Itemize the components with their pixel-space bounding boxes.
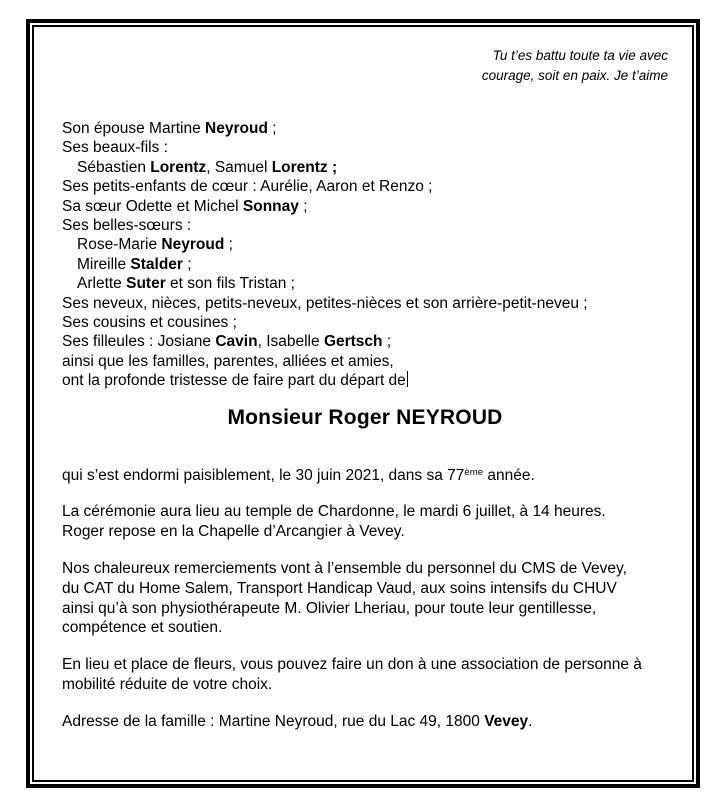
text-segment: ont la profonde tristesse de faire part du départ de — [62, 372, 406, 390]
text-segment: Arlette — [77, 275, 127, 293]
epitaph-quote — [62, 46, 668, 86]
text-cursor — [407, 371, 409, 387]
text-segment: Vevey — [484, 712, 529, 730]
text-segment: En lieu et place de fleurs, vous pouvez faire un don à une association de personne à — [62, 656, 642, 674]
card-inner-border — [32, 25, 694, 782]
text-line — [62, 466, 668, 486]
deceased-name-title: Monsieur Roger NEYROUD — [227, 405, 503, 429]
text-segment: année. — [483, 466, 535, 484]
text-segment: ; — [298, 197, 308, 215]
announcement-paragraphs — [62, 466, 668, 732]
epitaph-quote-line-1: Tu t’es battu toute ta vie avec — [492, 48, 668, 63]
text-line — [62, 522, 668, 542]
family-list — [62, 119, 668, 391]
epitaph-quote-line-2: courage, soit en paix. Je t’aime — [481, 68, 668, 83]
text-line — [62, 138, 668, 157]
text-segment: Rose-Marie — [77, 236, 162, 254]
text-segment: Ses belles-sœurs : — [62, 217, 192, 235]
text-segment: Nos chaleureux remerciements vont à l’ensemble du personnel du CMS de Vevey, — [62, 560, 627, 578]
text-segment: ; — [382, 333, 392, 351]
text-segment: Ses filleules : Josiane — [62, 333, 216, 351]
text-segment: ; — [182, 255, 192, 273]
text-segment: ainsi que les familles, parentes, alliées et amies, — [62, 352, 394, 370]
text-segment: Neyroud — [205, 120, 268, 137]
text-line — [62, 294, 668, 313]
text-segment: Mireille — [77, 255, 131, 273]
text-segment: , Samuel — [206, 158, 272, 176]
text-line — [62, 371, 668, 390]
text-line — [62, 313, 668, 332]
text-segment: Ses cousins et cousines ; — [62, 314, 237, 332]
text-segment: ; — [224, 236, 233, 254]
text-segment: La cérémonie aura lieu au temple de Chardonne, le mardi 6 juillet, à 14 heures. — [62, 503, 606, 521]
text-line — [62, 655, 668, 675]
text-line — [62, 352, 668, 371]
text-segment: mobilité réduite de votre choix. — [62, 676, 273, 694]
text-segment: ainsi qu’à son physiothérapeute M. Olivier Lheriau, pour toute leur gentillesse, — [62, 599, 597, 617]
paragraph — [62, 712, 668, 732]
text-line — [62, 158, 668, 177]
text-line — [62, 197, 668, 216]
text-segment: Gertsch — [323, 333, 383, 351]
text-segment: Cavin — [215, 333, 258, 351]
text-segment: qui s’est endormi paisiblement, le 30 juin 2021, dans sa 77 — [62, 466, 465, 484]
paragraph — [62, 502, 668, 542]
text-segment: Ses petits-enfants de cœur : Aurélie, Aaron et Renzo ; — [62, 178, 433, 196]
paragraph — [62, 466, 668, 486]
text-segment: Neyroud — [161, 236, 225, 254]
text-segment: Lorentz ; — [271, 158, 338, 176]
text-segment: Ses neveux, nièces, petits-neveux, petites-nièces et son arrière-petit-neveu ; — [62, 294, 588, 312]
text-line — [62, 712, 668, 732]
text-line — [62, 618, 668, 638]
text-segment: Roger repose en la Chapelle d’Arcangier à Vevey. — [62, 523, 405, 541]
text-segment: Sa sœur Odette et Michel — [62, 197, 243, 215]
text-line — [62, 216, 668, 235]
text-line — [62, 502, 668, 522]
text-segment: Sonnay — [242, 197, 299, 215]
obituary-card[interactable] — [26, 19, 700, 788]
paragraph — [62, 655, 668, 695]
text-segment: Son épouse Martine — [62, 120, 206, 137]
text-segment: du CAT du Home Salem, Transport Handicap Vaud, aux soins intensifs du CHUV — [62, 579, 617, 597]
text-segment: et son fils Tristan ; — [165, 275, 295, 293]
text-line — [62, 579, 668, 599]
text-line — [62, 559, 668, 579]
text-segment: compétence et soutien. — [62, 619, 223, 637]
text-segment: ème — [464, 467, 484, 479]
text-segment: Ses beaux-fils : — [62, 139, 168, 157]
text-line — [62, 274, 668, 293]
text-line — [62, 599, 668, 619]
text-segment: Lorentz — [150, 158, 207, 176]
text-segment: ; — [267, 120, 277, 137]
text-line — [62, 332, 668, 351]
text-line — [62, 675, 668, 695]
text-segment: Suter — [126, 275, 166, 293]
text-line — [62, 177, 668, 196]
text-segment: Sébastien — [77, 158, 151, 176]
text-segment: Adresse de la famille : Martine Neyroud, rue du Lac 49, 1800 — [62, 712, 485, 730]
text-line — [62, 255, 668, 274]
text-segment: , Isabelle — [257, 333, 324, 351]
paragraph — [62, 559, 668, 638]
text-line — [62, 235, 668, 254]
text-segment: Stalder — [130, 255, 183, 273]
text-segment: . — [528, 712, 533, 730]
text-line — [62, 119, 668, 138]
